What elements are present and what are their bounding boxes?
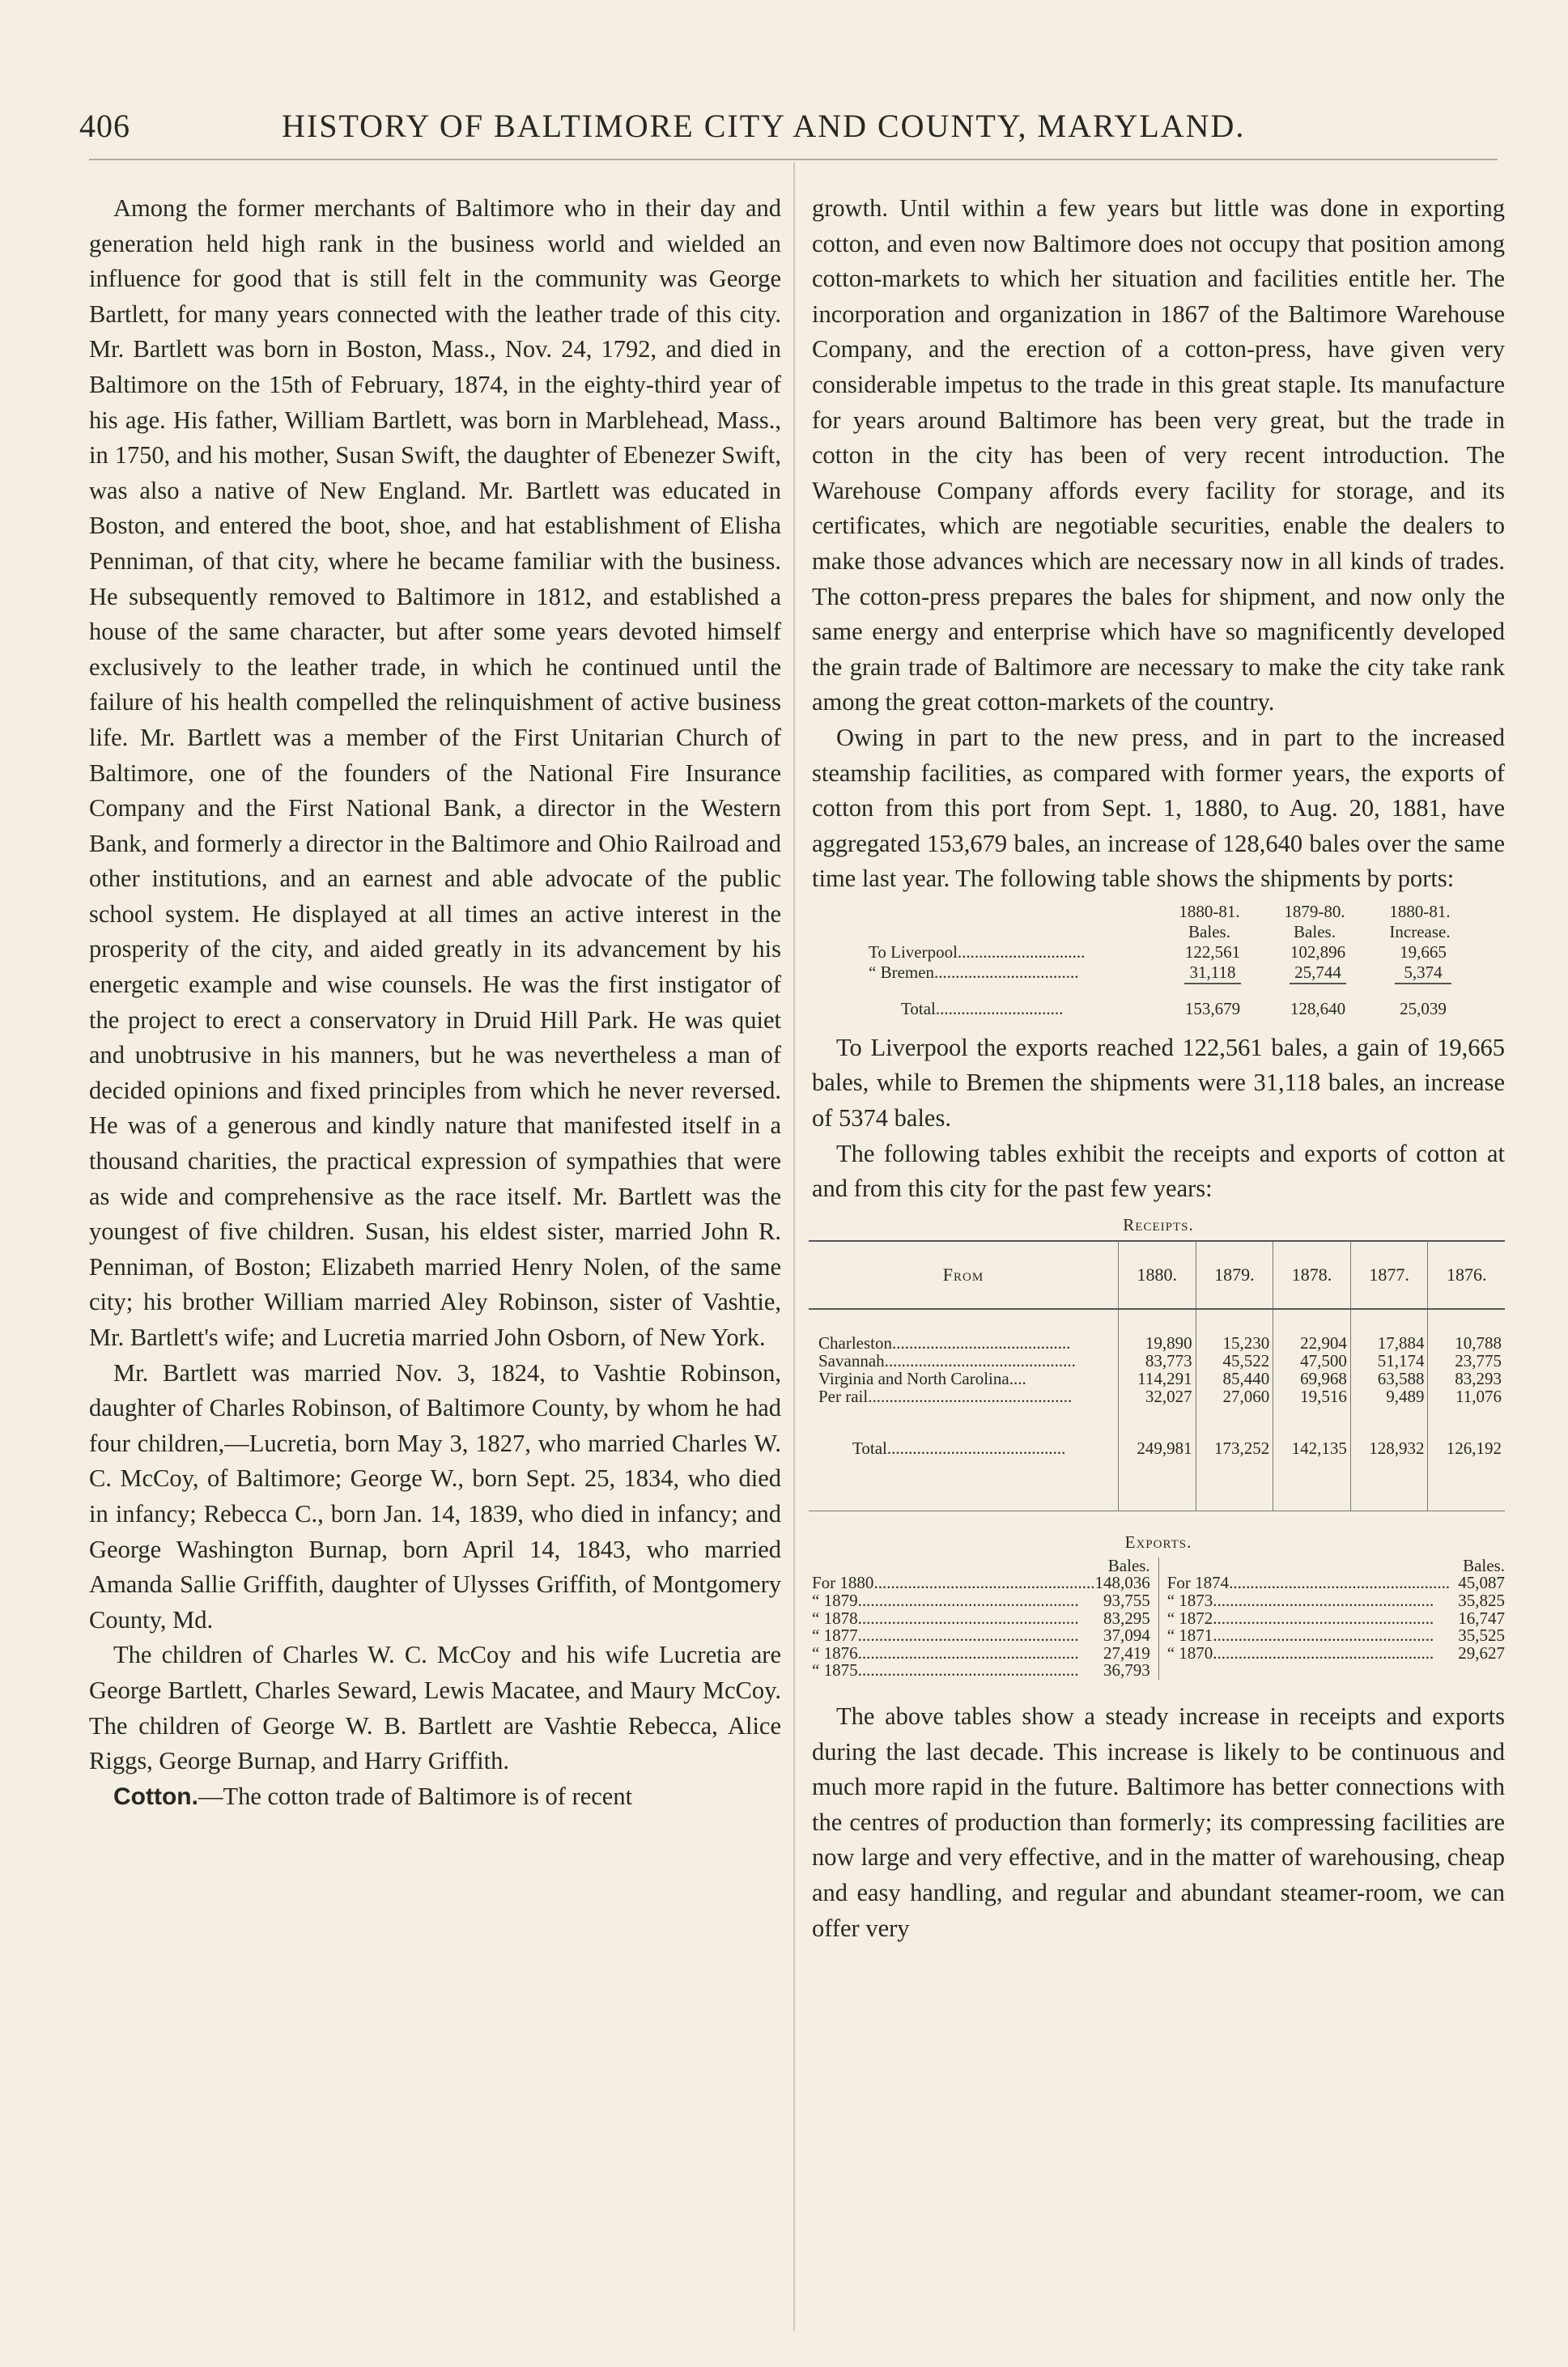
receipts-year-header: 1879. xyxy=(1196,1241,1273,1309)
receipts-row-label: Virginia and North Carolina.... xyxy=(818,1368,1026,1388)
receipts-year-header: 1877. xyxy=(1350,1241,1428,1309)
ports-table-header-units xyxy=(812,922,1505,942)
receipts-cell: 27,060 xyxy=(1196,1387,1273,1405)
column-divider xyxy=(793,162,795,2331)
receipts-row-charleston xyxy=(809,1334,1505,1352)
ports-table xyxy=(812,902,1505,1019)
receipts-cell: 23,775 xyxy=(1428,1352,1505,1370)
receipts-row-total xyxy=(809,1434,1505,1462)
paragraph-cotton-intro xyxy=(89,1779,781,1815)
receipts-cell: 47,500 xyxy=(1273,1352,1351,1370)
receipts-table xyxy=(809,1240,1505,1511)
ports-header-year: 1880-81. xyxy=(1179,901,1240,921)
exports-bales-header: Bales. xyxy=(1463,1555,1505,1575)
receipts-caption: Receipts. xyxy=(1123,1214,1194,1234)
receipts-total-cell: 126,192 xyxy=(1428,1434,1505,1462)
receipts-row-per-rail xyxy=(809,1387,1505,1405)
receipts-cell: 10,788 xyxy=(1428,1334,1505,1352)
right-column xyxy=(812,191,1505,1946)
ports-header-unit: Bales. xyxy=(1188,921,1230,941)
receipts-header-row xyxy=(809,1241,1505,1309)
ports-total-cell: 128,640 xyxy=(1290,998,1346,1018)
receipts-cell: 83,293 xyxy=(1428,1370,1505,1387)
receipts-year-header: 1878. xyxy=(1273,1241,1351,1309)
receipts-cell: 45,522 xyxy=(1196,1352,1273,1370)
paragraph-liverpool-bremen: To Liverpool the exports reached 122,561 bales, a gain of 19,665 bales, while to Bremen the shipments were 31,118 bales, an increase of 5374 bales. xyxy=(812,1033,1505,1133)
cotton-heading: Cotton. xyxy=(113,1783,198,1810)
exports-row: “ 1871 .................................................... 35,525 xyxy=(1166,1625,1505,1646)
receipts-cell: 32,027 xyxy=(1119,1387,1196,1405)
receipts-cell: 85,440 xyxy=(1196,1370,1273,1387)
exports-caption: Exports. xyxy=(1124,1532,1192,1552)
paragraph-tables-conclusion: The above tables show a steady increase in receipts and exports during the last decade. This increase is likely to be continuous and much more rapid in the future. Baltimore has better connections with the centres of production than formerly; its compressing facilities are now large and very effective, and in the matter of warehousing, cheap and easy handling, and regular and abundant steamer-room, we can offer very xyxy=(812,1702,1505,1942)
ports-total-label: Total.............................. xyxy=(901,998,1064,1018)
paragraph-bartlett-marriage: Mr. Bartlett was married Nov. 3, 1824, to Vashtie Robinson, daughter of Charles Robinson, of Baltimore County, by whom he had four children,—Lucretia, born May 3, 1827, who married Charles W. C. McCoy, of Baltimore; George W., born Sept. 25, 1834, who died in infancy; Rebecca C., born Jan. 14, 1839, who died in infancy; and George Washington Burnap, born April 14, 1843, who married Amanda Sallie Griffith, daughter of Ulysses Griffith, of Montgomery County, Md. xyxy=(89,1358,781,1634)
receipts-cell: 83,773 xyxy=(1119,1352,1196,1370)
receipts-row-virginia xyxy=(809,1370,1505,1387)
receipts-from-header: From xyxy=(809,1241,1119,1309)
receipts-total-label: Total.......................................... xyxy=(852,1438,1066,1458)
page-header xyxy=(79,107,1504,147)
ports-cell: 31,118 xyxy=(1189,962,1236,982)
ports-table-header-years xyxy=(812,902,1505,922)
ports-row-bremen xyxy=(812,963,1505,983)
receipts-row-label: Per rail................................................ xyxy=(818,1386,1073,1406)
receipts-cell: 15,230 xyxy=(1196,1334,1273,1352)
ports-total-cell: 153,679 xyxy=(1184,998,1241,1018)
running-title: HISTORY OF BALTIMORE CITY AND COUNTY, MARYLAND. xyxy=(282,108,1246,144)
exports-row: “ 1872 .................................................... 16,747 xyxy=(1166,1608,1505,1628)
ports-cell: 19,665 xyxy=(1400,941,1447,962)
receipts-cell: 19,890 xyxy=(1119,1334,1196,1352)
receipts-row-label: Charleston.......................................... xyxy=(818,1332,1071,1353)
exports-bales-header: Bales. xyxy=(1107,1555,1150,1575)
cotton-intro-text: —The cotton trade of Baltimore is of recent xyxy=(198,1782,633,1810)
receipts-row-label: Savannah............................................. xyxy=(818,1350,1076,1370)
receipts-cell: 63,588 xyxy=(1350,1370,1428,1387)
left-column xyxy=(89,191,781,1814)
exports-row: “ 1875 .................................................... 36,793 xyxy=(812,1660,1150,1681)
exports-row: “ 1877 .................................................... 37,094 xyxy=(812,1625,1150,1646)
exports-row: “ 1873 .................................................... 35,825 xyxy=(1166,1591,1505,1611)
ports-row-liverpool xyxy=(812,942,1505,963)
receipts-total-cell: 128,932 xyxy=(1350,1434,1428,1462)
receipts-cell: 114,291 xyxy=(1119,1370,1196,1387)
page-number: 406 xyxy=(79,108,130,144)
exports-left-block xyxy=(812,1557,1159,1680)
receipts-total-cell: 142,135 xyxy=(1273,1434,1351,1462)
ports-cell: 102,896 xyxy=(1290,941,1346,962)
ports-row-label: To Liverpool.............................. xyxy=(869,941,1086,962)
ports-header-unit: Increase. xyxy=(1389,921,1451,941)
ports-total-cell: 25,039 xyxy=(1400,998,1447,1018)
exports-right-block xyxy=(1159,1557,1505,1680)
receipts-total-cell: 173,252 xyxy=(1196,1434,1273,1462)
paragraph-cotton-exports: Owing in part to the new press, and in part to the increased steamship facilities, as compared with former years, the exports of cotton from this port from Sept. 1, 1880, to Aug. 20, 1881, have aggregated 153,679 bales, an increase of 128,640 bales over the same time last year. The following table shows the shipments by ports: xyxy=(812,723,1505,893)
ports-cell: 5,374 xyxy=(1404,962,1443,982)
ports-header-year: 1880-81. xyxy=(1389,901,1451,921)
ports-header-unit: Bales. xyxy=(1294,921,1336,941)
exports-row: For 1880 .................................................... 148,036 xyxy=(812,1573,1150,1593)
receipts-cell: 51,174 xyxy=(1350,1352,1428,1370)
receipts-year-header: 1880. xyxy=(1119,1241,1196,1309)
ports-row-total xyxy=(812,999,1505,1019)
receipts-row-savannah xyxy=(809,1352,1505,1370)
ports-cell: 122,561 xyxy=(1184,941,1241,962)
receipts-cell: 19,516 xyxy=(1273,1387,1351,1405)
receipts-cell: 22,904 xyxy=(1273,1334,1351,1352)
ports-sum-rule xyxy=(1160,983,1505,984)
exports-row: “ 1870 .................................................... 29,627 xyxy=(1166,1642,1505,1663)
exports-table xyxy=(812,1557,1505,1680)
receipts-cell: 9,489 xyxy=(1350,1387,1428,1405)
receipts-total-cell: 249,981 xyxy=(1119,1434,1196,1462)
exports-row: For 1874 .................................................... 45,087 xyxy=(1166,1573,1505,1593)
ports-header-year: 1879-80. xyxy=(1284,901,1345,921)
paragraph-tables-intro: The following tables exhibit the receipts and exports of cotton at and from this city for the past few years: xyxy=(812,1139,1505,1203)
paragraph-bartlett-biography: Among the former merchants of Baltimore who in their day and generation held high rank in the business world and wielded an influence for good that is still felt in the community was George Bartlett, for many years connected with the leather trade of this city. Mr. Bartlett was born in Boston, Mass., Nov. 24, 1792, and died in Baltimore on the 15th of February, 1874, in the eighty-third year of his age. His father, William Bartlett, was born in Marblehead, Mass., in 1750, and his mother, Susan Swift, the daughter of Ebenezer Swift, was also a native of New England. Mr. Bartlett was educated in Boston, and entered the boot, shoe, and hat establishment of Elisha Penniman, of that city, where he became familiar with the business. He subsequently removed to Baltimore in 1812, and established a house of the same character, but after some years devoted himself exclusively to the leather trade, in which he continued until the failure of his health compelled the relinquishment of active business life. Mr. Bartlett was a member of the First Unitarian Church of Baltimore, one of the founders of the National Fire Insurance Company and the First National Bank, a director in the Western Bank, and formerly a director in the Baltimore and Ohio Railroad and other institutions, and an earnest and able advocate of the public school system. He displayed at all times an active interest in the prosperity of the city, and aided greatly in its advancement by his energetic example and wise counsels. He was the first instigator of the project to erect a conservatory in Druid Hill Park. He was quiet and unobtrusive in his manners, but he was nevertheless a man of decided opinions and fixed principles from which he never reversed. He was of a generous and kindly nature that manifested itself in a thousand charities, the practical expression of sympathies that were as wide and comprehensive as the race itself. Mr. Bartlett was the youngest of five children. Susan, his eldest sister, married John R. Penniman, of Boston; Elizabeth married Henry Nolen, of the same city; his brother William married Aley Robinson, sister of Vashtie, Mr. Bartlett's wife; and Lucretia married John Osborn, of New York. xyxy=(89,194,781,1351)
paragraph-cotton-growth: growth. Until within a few years but little was done in exporting cotton, and even now Baltimore does not occupy that position among cotton-markets to which her situation and facilities entitle her. The incorporation and organization in 1867 of the Baltimore Warehouse Company, and the erection of a cotton-press, have given very considerable impetus to the trade in this great staple. Its manufacture for years around Baltimore has been very great, but the trade in cotton in the city has been of very recent introduction. The Warehouse Company affords every facility for storage, and its certificates, which are negotiable securities, enable the dealers to make those advances which are necessary now in all kinds of trades. The cotton-press prepares the bales for shipment, and now only the same energy and enterprise which have so magnificently developed the grain trade of Baltimore are necessary to make the city take rank among the great cotton-markets of the country. xyxy=(812,194,1505,716)
receipts-cell: 11,076 xyxy=(1428,1387,1505,1405)
ports-cell: 25,744 xyxy=(1294,962,1341,982)
receipts-cell: 69,968 xyxy=(1273,1370,1351,1387)
receipts-cell: 17,884 xyxy=(1350,1334,1428,1352)
exports-row: “ 1878 .................................................... 83,295 xyxy=(812,1608,1150,1628)
exports-row: “ 1879 .................................................... 93,755 xyxy=(812,1591,1150,1611)
header-rule xyxy=(89,159,1498,160)
exports-row: “ 1876 .................................................... 27,419 xyxy=(812,1642,1150,1663)
paragraph-bartlett-grandchildren: The children of Charles W. C. McCoy and his wife Lucretia are George Bartlett, Charles Seward, Lewis Macatee, and Maury McCoy. The children of George W. B. Bartlett are Vashtie Rebecca, Alice Riggs, George Burnap, and Harry Griffith. xyxy=(89,1641,781,1775)
receipts-year-header: 1876. xyxy=(1428,1241,1505,1309)
ports-row-label: “ Bremen.................................. xyxy=(869,962,1079,982)
